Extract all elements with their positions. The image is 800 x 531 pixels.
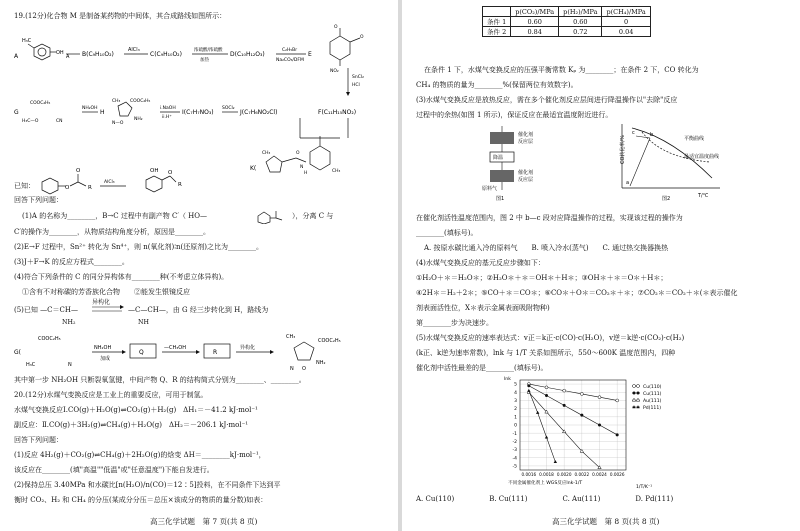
q20-4-steps-3: 剂表面活性位，X＊表示金属表面吸附物种) [416,304,550,312]
q19-4-conditions: ①含有不对称碳的芳香族化合物 ②能发生银镜反应 [22,288,190,296]
svg-text:O: O [296,151,300,156]
y-tick-label: -2 [512,439,517,445]
x-tick-label: 0.0020 [556,472,572,477]
svg-text:a: a [626,180,630,186]
table-header: p(CO₂)/MPa [511,7,559,17]
svg-text:CH₃: CH₃ [332,169,341,174]
reagent-h2so4: 浓硫酸/浓硫酸 [194,48,223,53]
compound-D: D(C₁₀H₁₂O₃) [230,51,265,58]
nh2-label: NH₂ [62,319,76,326]
svg-text:图1: 图1 [496,196,505,202]
svg-text:T/℃: T/℃ [698,193,709,199]
legend-label: Cu(110) [643,384,662,390]
svg-text:加热: 加热 [200,58,209,63]
data-point [580,392,583,395]
q19-5-b: —C—CH—，由 G 经三步转化到 H，路线为 [128,306,269,314]
x-tick-label: 0.0022 [574,472,590,477]
data-point [527,389,530,392]
svg-text:平衡曲线: 平衡曲线 [684,136,705,142]
catalyst-layer-bottom [490,170,514,182]
q20-3-d: ________(填标号)。 [416,229,478,237]
y-tick-label: -1 [512,431,517,437]
q20-1-a: (1)反应 4H₂(g)＋CO₂(g)⇌CH₄(g)＋2H₂O(g)的焓变 ΔH＝________kJ·mol⁻¹， [14,451,266,459]
route-H-structure [294,342,314,360]
table-cell: 0.72 [559,27,602,37]
q19-1-line1: (1)A 的名称为________，B→C 过程中有副产物 C′（ HO— [22,212,208,220]
q20-5-c: 催化剂中活性最差的是________(填标号)。 [416,364,548,372]
svg-text:i.NaOH: i.NaOH [160,106,176,111]
y-tick-label: 4 [514,390,517,396]
data-point [632,405,635,408]
figure-2-conversion [602,118,742,202]
q20-4-answer: 第________步为决速步。 [416,319,493,327]
figure-1-reactor [482,122,582,202]
svg-text:b: b [650,132,654,138]
compound-H-structure [118,102,132,116]
chart-xlabel: 1/T/K⁻¹ [636,485,653,490]
route-G-to-H [10,330,390,376]
table-row [483,27,651,37]
svg-text:CH₃: CH₃ [262,151,271,156]
y-tick-label: -4 [512,456,517,462]
svg-text:O: O [360,35,364,40]
q19-5-a: (5)已知 —C＝CH— [14,306,78,314]
svg-text:COOC₂H₅: COOC₂H₅ [130,99,151,104]
svg-text:A: A [66,54,70,60]
x-tick-label: 0.0016 [521,472,537,477]
svg-text:N—O: N—O [112,121,124,126]
data-point [527,384,530,387]
chart-title: 不同金属催化剂上 WGS反应lnk-1/T [508,481,583,486]
data-point [633,392,636,395]
data-point [637,392,640,395]
table-header: p(CH₄)/MPa [602,7,650,17]
q19-1-line2: ），分离 C 与 [292,212,334,220]
x-tick-label: 0.0026 [609,472,625,477]
q20-3-options: A. 按原水碳比通入冷的原料气 B. 喷入冷水(蒸气) C. 通过热交换器换热 [424,244,669,252]
data-point [633,385,636,388]
data-point [636,405,639,408]
answer-prompt: 回答下列问题： [14,196,63,204]
compound-C: C(C₉H₁₀O₂) [150,51,182,58]
data-point [563,404,566,407]
compound-A-structure [28,44,56,60]
known-catalyst: AlCl₃ [104,180,115,185]
svg-text:O: O [334,25,338,30]
compound-K: K( [250,165,257,172]
data-point [536,411,539,414]
q20-header: 20.(12分)水煤气变换反应是工业上的重要反应，可用于制氢。 [14,391,208,399]
q20-5-options: A. Cu(110) B. Cu(111) C. Au(111) D. Pd(111) [416,495,674,503]
svg-text:反应层: 反应层 [518,139,534,145]
table-cell: 条件 1 [483,17,511,27]
data-point [545,386,548,389]
data-point [637,385,640,388]
svg-text:COOC₂H₅: COOC₂H₅ [38,336,61,342]
data-point [580,414,583,417]
svg-text:COOC₂H₅: COOC₂H₅ [30,101,51,106]
svg-text:C₂H₅Br: C₂H₅Br [282,48,298,53]
table-row [483,17,651,27]
svg-text:异构化: 异构化 [240,345,256,351]
data-point [616,433,619,436]
svg-text:原料气: 原料气 [482,186,498,192]
svg-text:HCl: HCl [352,83,360,88]
data-point [616,399,619,402]
nh-label: NH [138,319,150,326]
compound-G: G [14,109,19,116]
q20-1-b: 该反应在________(填"高温""低温"或"任意温度")下能自发进行。 [14,466,214,474]
route-Q: Q [139,349,144,356]
x-tick-label: 0.0018 [539,472,554,477]
legend-label: Pd(111) [643,405,662,411]
data-point [632,398,635,401]
svg-text:ii.H⁺: ii.H⁺ [162,115,172,120]
svg-text:催化剂: 催化剂 [518,132,534,138]
q20-5-a: (5)水煤气变换反应的速率表达式：v正＝k正·c(CO)·c(H₂O)，v逆＝k逆·c(CO₂)·c(H₂) [416,334,685,342]
data-point [563,389,566,392]
data-point [636,398,639,401]
table-cell: 0.60 [559,17,602,27]
table-header [483,7,511,17]
lnk-vs-invT-chart [498,372,678,490]
q20-3-b: 过程中的余热(如图 1 所示)，保证反应在最适宜温度附近进行。 [416,111,613,119]
footer-page-8: 高三化学试题 第 8 页(共 8 页) [552,517,660,526]
q20-4-header: (4)水煤气变换反应的基元反应步骤如下： [416,259,545,267]
svg-text:O: O [76,168,81,174]
data-point [598,396,601,399]
series-line [529,386,617,435]
y-tick-label: 0 [514,423,517,429]
svg-text:COOC₂H₅: COOC₂H₅ [318,338,341,344]
q20-2-ch4: CH₄ 的物质的量为________%(保留两位有效数字)。 [416,81,578,89]
svg-text:N: N [68,362,72,368]
svg-text:SnCl₂: SnCl₂ [352,75,364,80]
x-tick-label: 0.0024 [592,472,607,477]
q20-2-kp: 在条件 1 下，水煤气变换反应的压强平衡常数 Kₚ 为________；在条件 2 下，CO 转化为 [424,66,699,74]
q20-4-steps-2: ④2H＊＝H₂＋2＊；⑤CO＋＊＝CO＊；⑥CO＊＋O＊＝CO₂＊＋＊；⑦CO₂＊＝CO₂＋＊(＊表示催化 [416,289,738,297]
compound-I: I(C₇H₇NO₃) [182,109,214,116]
svg-text:c: c [632,130,635,136]
series-line [529,391,556,462]
svg-text:NH₂OH: NH₂OH [94,345,112,351]
svg-text:加成: 加成 [100,356,111,362]
page-7 [0,0,398,531]
isomerization-arrow-label: 异构化 [92,299,111,306]
svg-text:NO₂: NO₂ [330,69,339,74]
q20-2-a: (2)保持总压 3.40MPa 和水碳比[n(H₂O)/n(CO)＝12∶5]投料，在不同条件下达到平 [14,481,281,489]
y-tick-label: -3 [512,448,517,454]
svg-text:CH₃: CH₃ [286,334,296,340]
svg-text:CH₃: CH₃ [112,99,121,104]
svg-text:OH: OH [56,50,64,56]
svg-text:—CH₃OH: —CH₃OH [164,345,186,351]
svg-text:NH₂: NH₂ [316,360,326,366]
svg-text:最适宜温度曲线: 最适宜温度曲线 [684,154,720,160]
compound-F: F(C₁₁H₁₅NO₂) [318,109,357,116]
table-header: p(H₂)/MPa [559,7,602,17]
q19-2: (2)E→F 过程中，Sn²⁺ 转化为 Sn⁴⁺，则 n(氧化剂)∶n(还原剂)之比为________。 [14,243,264,251]
route-G: G( [14,349,21,356]
svg-text:H₃C: H₃C [22,38,32,44]
svg-text:H: H [304,171,308,176]
q20-2-b: 衡时 CO₂、H₂ 和 CH₄ 的分压(某成分分压＝总压×该成分的物质的量分数)如表： [14,496,268,504]
q19-header: 19.(12分)化合物 M 是制备某药物的中间体，其合成路线如图所示： [14,12,227,20]
data-point [598,424,601,427]
y-tick-label: 5 [514,382,517,388]
svg-text:图2: 图2 [662,196,671,202]
y-tick-label: -5 [512,464,517,470]
table-header-row [483,7,651,17]
known-oh: OH [150,168,159,174]
known-label: 已知： [14,182,35,190]
answer-prompt-2: 回答下列问题： [14,436,63,444]
svg-text:CO转化率/%: CO转化率/% [620,135,626,164]
q19-5-c: 其中第一步 NH₂OH 只断裂氧氢键，中间产物 Q、R 的结构简式分别为________、________。 [14,376,306,384]
svg-text:N: N [300,165,304,170]
q20-3-c: 在催化剂活性温度范围内，图 2 中 b—c 段对应降温操作的过程，实现该过程的操作为 [416,214,683,222]
svg-text:Na₂CO₃/DFM: Na₂CO₃/DFM [276,58,304,63]
data-point [545,394,548,397]
page-8 [402,0,800,531]
equilibrium-arrow [90,305,126,313]
data-point [545,435,548,438]
y-tick-label: 3 [514,399,517,405]
known-reaction [36,162,236,196]
compound-A-label: A [14,53,19,60]
svg-text:降温: 降温 [493,155,504,161]
svg-text:SOCl₂: SOCl₂ [222,106,235,111]
svg-text:N: N [290,366,294,372]
svg-text:H₃C: H₃C [26,362,36,368]
compound-E-structure [330,28,360,66]
svg-text:催化剂: 催化剂 [518,170,534,176]
svg-text:H₃C—O: H₃C—O [22,119,39,124]
table-cell: 0.04 [602,27,650,37]
y-tick-label: 1 [514,415,517,421]
q20-5-b: (k正、k逆为速率常数)，lnk 与 1/T 关系如图所示，550～600K 温度范围内，四种 [416,349,676,357]
y-tick-label: 2 [514,407,517,413]
data-point [554,460,557,463]
partial-pressure-table [482,6,651,37]
legend-label: Cu(111) [643,391,662,397]
svg-text:O: O [302,366,306,372]
table-cell: 0 [602,17,650,27]
catalyst-layer-top [490,132,514,144]
reagent-alcl3: AlCl₃ [128,47,140,53]
q19-4: (4)符合下列条件的 C 的同分异构体有________种(不考虑立体异构)。 [14,273,229,281]
table-cell: 0.60 [511,17,559,27]
table-cell: 0.84 [511,27,559,37]
main-reaction: 水煤气变换反应Ⅰ.CO(g)＋H₂O(g)⇌CO₂(g)＋H₂(g) ΔH₁＝－41.2 kJ·mol⁻¹ [14,406,258,414]
compound-J: J(C₇H₆NO₂Cl) [240,109,278,116]
svg-text:O: O [168,170,173,176]
compound-H: H [100,109,105,116]
svg-text:NH₂: NH₂ [134,117,143,122]
route-R: R [213,349,218,356]
q20-3-a: (3)水煤气变换反应是放热反应，需在多个催化剂反应层间进行降温操作以"去除"反应 [416,96,678,104]
known-r-group: R [88,185,92,191]
svg-text:NH₂OH: NH₂OH [82,106,98,111]
side-reaction: 副反应：Ⅱ.CO(g)＋3H₂(g)⇌CH₄(g)＋H₂O(g) ΔH₂＝－206.1 kJ·mol⁻¹ [14,421,249,429]
compound-B: B(C₉H₁₀O₂) [82,51,114,58]
chart-ylabel: lnk [504,377,511,382]
c-prime-structure [254,208,290,224]
svg-text:反应层: 反应层 [518,177,534,183]
q20-4-steps-1: ①H₂O＋＊＝H₂O＊；②H₂O＊＋＊＝OH＊＋H＊；③OH＊＋＊＝O＊＋H＊； [416,274,668,282]
legend-label: Au(111) [643,398,662,404]
footer-page-7: 高三化学试题 第 7 页(共 8 页) [150,517,258,526]
q19-1-line3: C′的操作为________，从物质结构角度分析，原因是________。 [14,228,210,236]
table-cell: 条件 2 [483,27,511,37]
svg-text:R: R [178,182,182,188]
svg-text:CN: CN [56,119,63,124]
compound-E: E [308,51,312,58]
svg-text:O: O [65,185,70,191]
q19-3: (3)J＋F→K 的反应方程式________。 [14,258,129,266]
